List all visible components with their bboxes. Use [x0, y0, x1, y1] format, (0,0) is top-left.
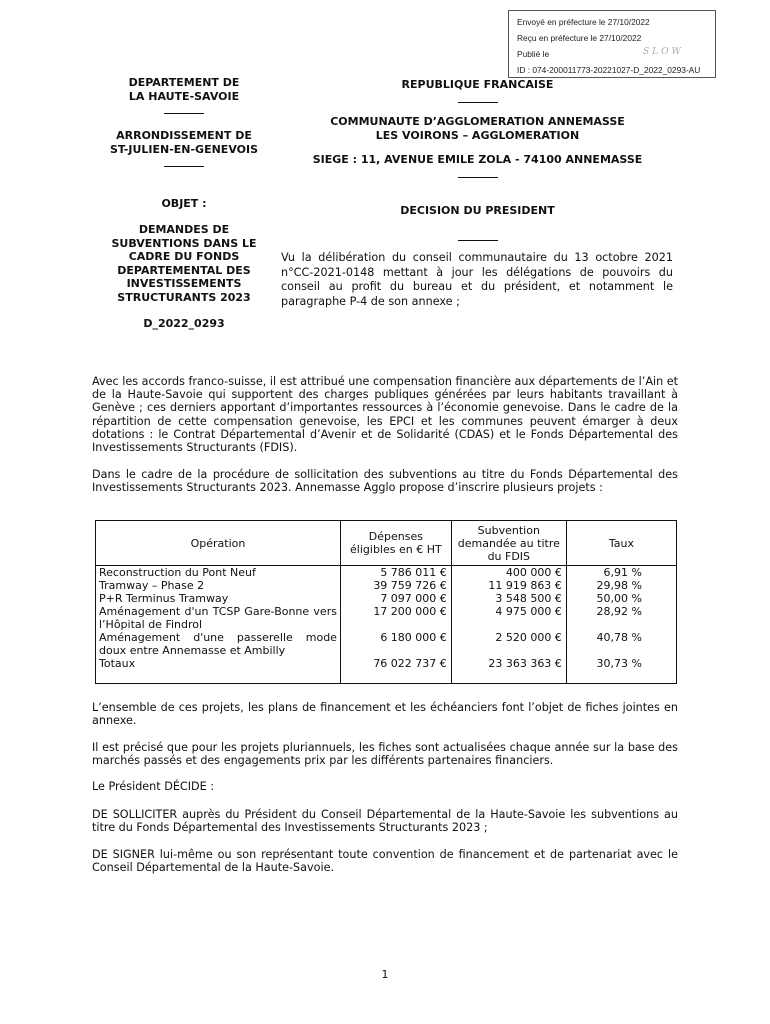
operation-cell: Aménagement d'une passerelle mode doux entre Annemasse et Ambilly	[96, 631, 341, 657]
separator-line	[164, 105, 204, 114]
siege-address: SIEGE : 11, AVENUE EMILE ZOLA - 74100 ANNEMASSE	[312, 153, 643, 166]
separator-line	[458, 94, 498, 103]
operation-cell: Aménagement d'un TCSP Gare-Bonne vers l’Hôpital de Findrol	[96, 605, 341, 631]
depenses-cell: 17 200 000 €	[340, 605, 451, 631]
header-operation: Opération	[96, 521, 341, 566]
procedure-paragraph: Dans le cadre de la procédure de sollicitation des subventions au titre du Fonds Départemental des Investissements Structurants 2023. Annemasse Agglo propose d’inscrire plusieurs projets :	[92, 468, 678, 495]
subvention-cell: 4 975 000 €	[451, 605, 566, 631]
siege-block	[285, 153, 670, 178]
communaute-line-1: COMMUNAUTE D’AGGLOMERATION ANNEMASSE	[330, 115, 625, 128]
operation-cell: Reconstruction du Pont Neuf	[96, 566, 341, 580]
objet-line: DEPARTEMENTAL DES	[117, 263, 251, 277]
table-row	[96, 592, 677, 605]
header-taux: Taux	[566, 521, 676, 566]
depenses-cell: 76 022 737 €	[340, 657, 451, 684]
arrondissement-line-2: ST-JULIEN-EN-GENEVOIS	[109, 142, 259, 156]
depenses-cell: 7 097 000 €	[340, 592, 451, 605]
intro-paragraph: Avec les accords franco-suisse, il est attribué une compensation financière aux départements de l’Ain et de la Haute-Savoie qui supportent des charges publiques générées par leurs habitants travaillant à Genève ; ces derniers apportant d’importantes ressources à l’économie genevoise. Dans le cadre de la répartition de cette compensation genevoise, les EPCI et les communes peuvent émarger à deux dotations : le Contrat Départemental d’Avenir et de Solidarité (CDAS) et le Fonds Départemental des Investissements Structurants (FDIS).	[92, 375, 679, 455]
operation-cell: P+R Terminus Tramway	[96, 592, 341, 605]
stamp-id: ID : 074-200011773-20221027-D_2022_0293-AU	[517, 65, 701, 75]
signer-paragraph: DE SIGNER lui-même ou son représentant toute convention de financement et de partenariat avec le Conseil Départemental de la Haute-Savoie.	[92, 848, 678, 875]
subvention-cell: 2 520 000 €	[451, 631, 566, 657]
taux-cell: 40,78 %	[566, 631, 676, 657]
projects-table	[95, 520, 677, 684]
depenses-cell: 39 759 726 €	[340, 579, 451, 592]
header-subvention: Subvention demandée au titre du FDIS	[451, 521, 566, 566]
depenses-cell: 6 180 000 €	[340, 631, 451, 657]
table-row	[96, 566, 677, 580]
decision-title: DECISION DU PRESIDENT	[400, 204, 555, 217]
objet-line: DEMANDES DE	[138, 223, 230, 236]
table-header-row	[96, 521, 677, 566]
separator-line	[458, 169, 498, 178]
republique-block	[285, 78, 670, 103]
header-depenses: Dépenses éligibles en € HT	[340, 521, 451, 566]
taux-cell: 29,98 %	[566, 579, 676, 592]
prefecture-stamp	[508, 10, 716, 78]
arrondissement-block	[96, 129, 272, 167]
decision-block	[285, 204, 670, 241]
vu-paragraph: Vu la délibération du conseil communautaire du 13 octobre 2021 n°CC-2021-0148 mettant à jour les délégations de pouvoirs du conseil au profit du bureau et du président, et notamment le paragraphe P-4 de son annexe ;	[281, 251, 673, 308]
decides-paragraph: Le Président DÉCIDE :	[92, 780, 215, 793]
stamp-received-date: Reçu en préfecture le 27/10/2022	[517, 33, 642, 43]
operation-cell: Tramway – Phase 2	[96, 579, 341, 592]
objet-line: CADRE DU FONDS	[128, 250, 240, 263]
objet-line: INVESTISSEMENTS	[126, 277, 242, 290]
department-line-1: DEPARTEMENT DE	[128, 76, 240, 89]
republique-title: REPUBLIQUE FRANCAISE	[401, 78, 554, 91]
communaute-line-2: LES VOIRONS – AGGLOMERATION	[375, 128, 580, 142]
annex-paragraph: L’ensemble de ces projets, les plans de financement et les échéanciers font l’objet de fiches jointes en annexe.	[92, 701, 678, 728]
table-row	[96, 631, 677, 657]
table-total-row	[96, 657, 677, 684]
objet-line: STRUCTURANTS 2023	[117, 290, 251, 304]
stamp-sent-date: Envoyé en préfecture le 27/10/2022	[517, 17, 650, 27]
taux-cell: 6,91 %	[566, 566, 676, 580]
depenses-cell: 5 786 011 €	[340, 566, 451, 580]
separator-line	[458, 232, 498, 241]
subvention-cell: 11 919 863 €	[451, 579, 566, 592]
stamp-published: Publié le	[517, 49, 550, 59]
decision-reference: D_2022_0293	[143, 317, 225, 330]
taux-cell: 30,73 %	[566, 657, 676, 684]
separator-line	[164, 158, 204, 167]
solliciter-paragraph: DE SOLLICITER auprès du Président du Conseil Départemental de la Haute-Savoie les subventions au titre du Fonds Départemental des Investissements Structurants 2023 ;	[92, 808, 678, 835]
stamp-signature: SLOW	[643, 47, 684, 57]
taux-cell: 50,00 %	[566, 592, 676, 605]
pluriannual-paragraph: Il est précisé que pour les projets pluriannuels, les fiches sont actualisées chaque année sur la base des marchés passés et des engagements prix par les différents partenaires financiers.	[92, 741, 678, 768]
table-row	[96, 605, 677, 631]
operation-cell: Totaux	[96, 657, 341, 684]
subvention-cell: 400 000 €	[451, 566, 566, 580]
department-block	[96, 76, 272, 114]
subvention-cell: 23 363 363 €	[451, 657, 566, 684]
objet-line: SUBVENTIONS DANS LE	[111, 236, 257, 250]
subvention-cell: 3 548 500 €	[451, 592, 566, 605]
table-row	[96, 579, 677, 592]
taux-cell: 28,92 %	[566, 605, 676, 631]
page-number: 1	[381, 968, 389, 981]
objet-text	[96, 223, 272, 304]
arrondissement-line-1: ARRONDISSEMENT DE	[116, 129, 252, 142]
department-line-2: LA HAUTE-SAVOIE	[128, 89, 240, 103]
communaute-block	[285, 115, 670, 142]
objet-label: OBJET :	[161, 197, 207, 210]
